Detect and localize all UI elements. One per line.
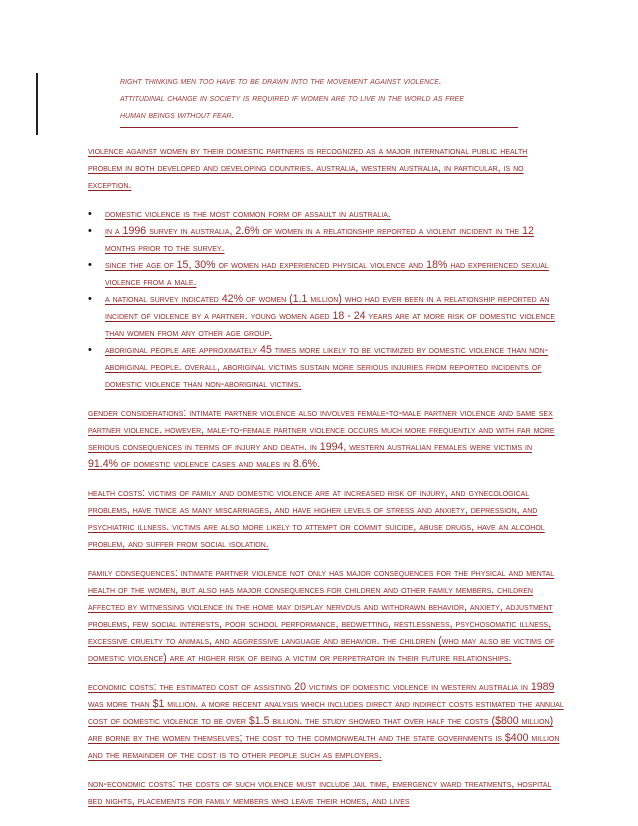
- health-costs-paragraph: health costs: victims of family and domestic violence are at increased risk of injury, and gynecological problems, have twice as many miscarriages, and have higher levels of stress and anxiety, depression, and psychiatric illness. victims are also more likely to attempt or commit suicide, abuse drugs, have an alcohol problem, and suffer from social isolation.: [88, 487, 545, 550]
- intro-paragraph: violence against women by their domestic partners is recognized as a major international public health problem in both developed and developing countries. australia, western australia, in particular, is no exception.: [88, 145, 528, 191]
- gender-considerations-paragraph: gender considerations: intimate partner violence also involves female-to-male partner violence and same sex partner violence. however, male-to-female partner violence occurs much more frequently and with far more serious consequences in terms of injury and death. in 1994, western australian females were victims in 91.4% of domestic violence cases and males in 8.6%.: [88, 407, 555, 470]
- header-rule: [120, 127, 518, 128]
- list-item: • in a 1996 survey in australia, 2.6% of women in a relationship reported a violent incident in the 12 months prior to the survey.: [88, 223, 564, 257]
- header-line-1: right thinking men too have to be drawn into the movement against violence.: [120, 76, 442, 87]
- document-body: [88, 143, 564, 822]
- list-item: • aboriginal people are approximately 45 times more likely to be victimized by domestic violence than non-aboriginal people. overall, aboriginal victims sustain more serious injuries from reported incidents of domestic violence than non-aboriginal victims.: [88, 342, 564, 393]
- header-line-2: attitudinal change in society is required if women are to live in the world as free: [120, 93, 464, 104]
- non-economic-costs-paragraph: non-economic costs: the costs of such violence must include jail time, emergency ward treatments, hospital bed nights, placements for family members who leave their homes, and lives: [88, 778, 552, 807]
- list-item: • since the age of 15, 30% of women had experienced physical violence and 18% had experienced sexual violence from a male.: [88, 257, 564, 291]
- list-item: • a national survey indicated 42% of women (1.1 million) who had ever been in a relationship reported an incident of violence by a partner. young women aged 18 - 24 years are at more risk of domestic violence than women from any other age group.: [88, 291, 564, 342]
- list-item: • domestic violence is the most common form of assault in australia.: [88, 206, 564, 223]
- economic-costs-paragraph: economic costs: the estimated cost of assisting 20 victims of domestic violence in western australia in 1989 was more than $1 million. a more recent analysis which includes direct and indirect costs estimated the annual cost of domestic violence to be over $1.5 billion. the study showed that over half the costs ($800 million) are borne by the women themselves; the cost to the commonwealth and the state governments is $400 million and the remainder of the cost is to other people such as employers.: [88, 681, 564, 761]
- statistics-list: [88, 206, 564, 393]
- quote-header: [120, 73, 520, 124]
- margin-bar: [36, 73, 38, 135]
- header-line-3: human beings without fear.: [120, 110, 235, 121]
- family-consequences-paragraph: family consequences: intimate partner violence not only has major consequences for the physical and mental health of the women, but also has major consequences for children and other family members. children affected by witnessing violence in the home may display nervous and withdrawn behavior, anxiety, adjustment problems, few social interests, poor school performance, bedwetting, restlessness, psychosomatic illness, excessive cruelty to animals, and aggressive language and behavior. the children (who may also be victims of domestic violence) are at higher risk of being a victim or perpetrator in their future relationships.: [88, 567, 555, 664]
